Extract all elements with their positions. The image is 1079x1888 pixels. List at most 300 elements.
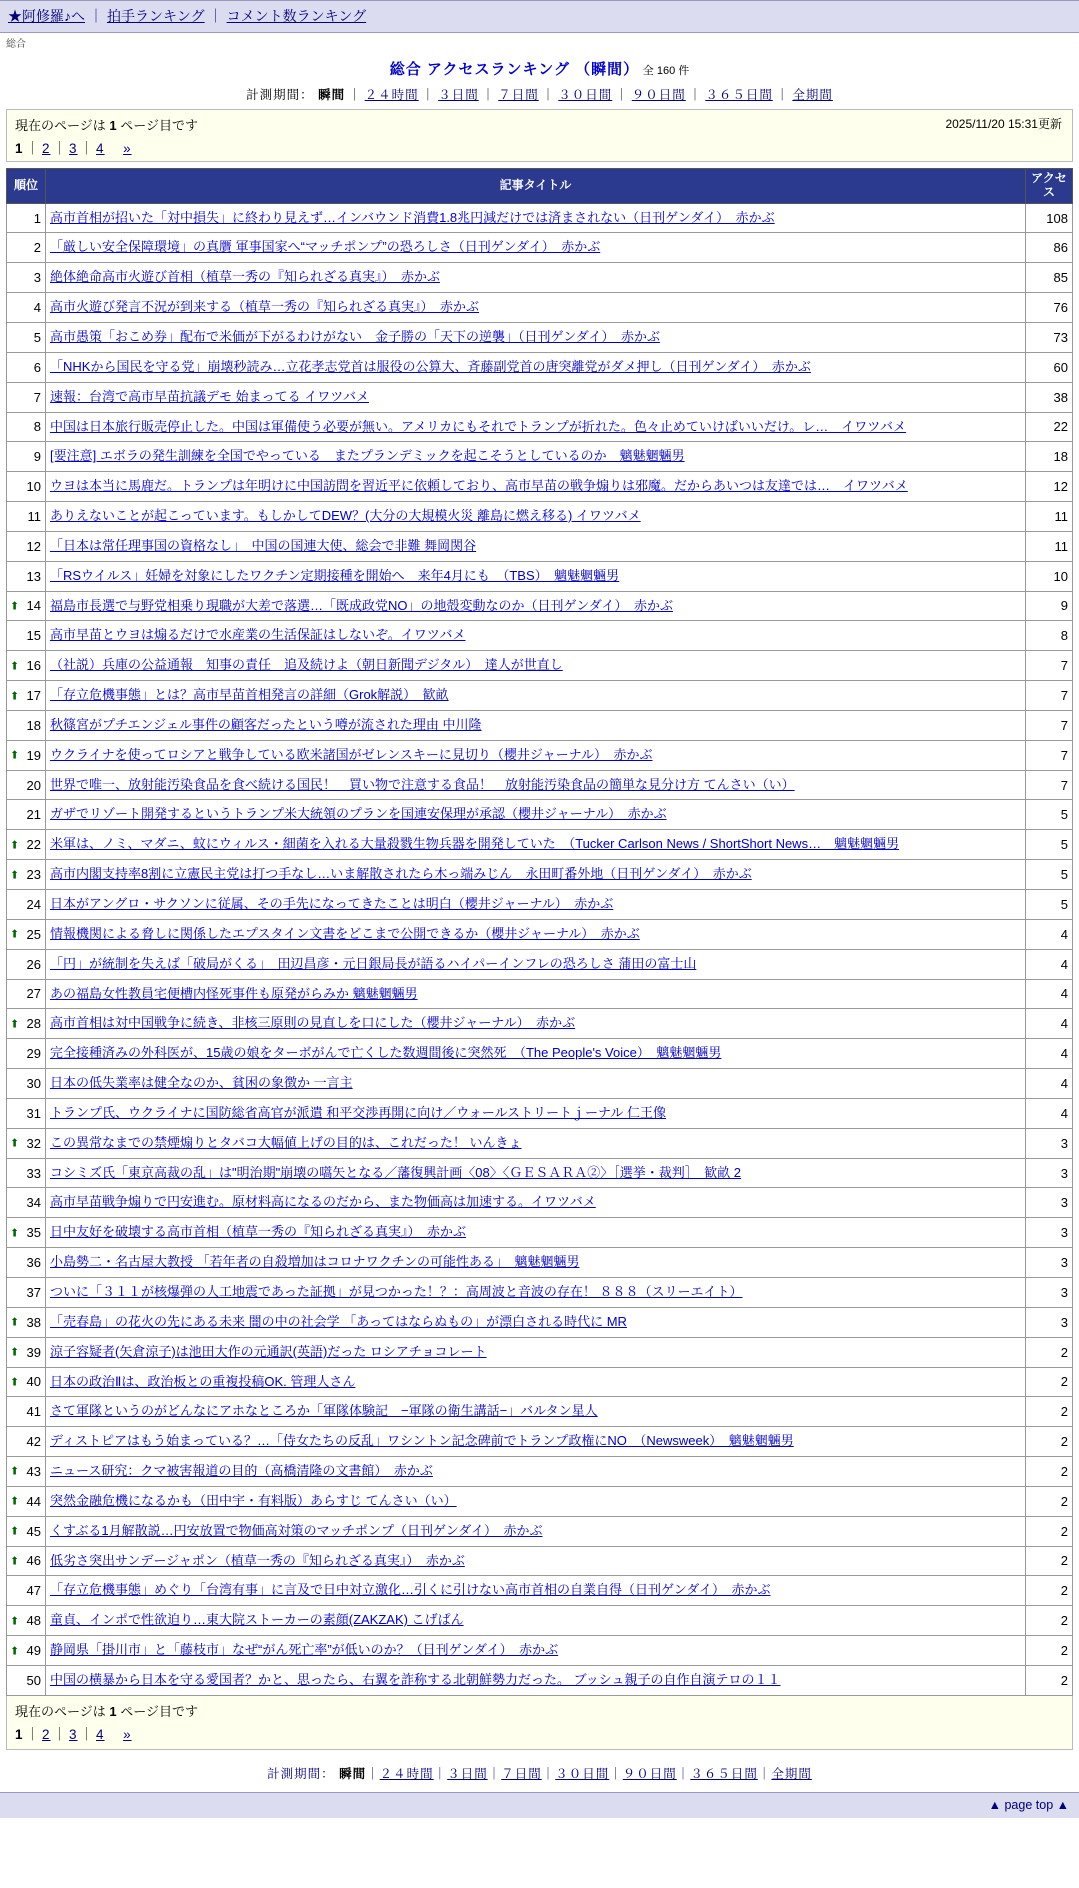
access-count-cell: 2 xyxy=(1026,1546,1073,1576)
page-info-suffix-top: ページ目です xyxy=(120,118,198,133)
article-title-link[interactable]: 突然金融危機になるかも（田中宇・有料版）あらすじ てんさい（い） xyxy=(50,1492,457,1508)
ranking-table xyxy=(6,168,1073,1696)
rank-number: 11 xyxy=(27,508,41,524)
article-title-cell xyxy=(46,919,1026,949)
access-count-cell: 2 xyxy=(1026,1367,1073,1397)
rank-up-arrow-icon: ⬆ xyxy=(10,1137,20,1150)
article-title-link[interactable]: （社説）兵庫の公益通報 知事の責任 追及続けよ（朝日新聞デジタル） 達人が世直し xyxy=(50,657,563,673)
rank-cell xyxy=(7,322,46,352)
period-label-bottom: 計測期間： xyxy=(267,1766,335,1781)
table-row xyxy=(7,1158,1073,1188)
article-title-link[interactable]: 「存立危機事態」とは？高市早苗首相発言の詳細（Grok解説） 歓畝 xyxy=(50,687,449,703)
article-title-cell xyxy=(46,1546,1026,1576)
rank-number: 18 xyxy=(26,717,41,733)
rank-cell xyxy=(7,352,46,382)
rank-cell xyxy=(7,233,46,263)
rank-cell xyxy=(7,770,46,800)
rank-cell xyxy=(7,263,46,293)
rank-cell xyxy=(7,1307,46,1337)
rank-number: 16 xyxy=(26,658,41,674)
page-title-wrap xyxy=(0,50,1079,81)
article-title-link[interactable]: 日中友好を破壊する高市首相（植草一秀の『知られざる真実』） 赤かぶ xyxy=(50,1224,467,1240)
rank-up-arrow-icon: ⬆ xyxy=(10,749,20,762)
article-title-link[interactable]: トランプ氏、ウクライナに国防総省高官が派遣 和平交渉再開に向け／ウォールストリートｊーナル 仁王像 xyxy=(50,1104,667,1120)
rank-cell xyxy=(7,1606,46,1636)
article-title-cell xyxy=(46,1576,1026,1606)
applause-ranking-link[interactable]: 拍手ランキング xyxy=(107,8,205,24)
rank-cell xyxy=(7,1337,46,1367)
article-title-link[interactable]: 絶体絶命高市火遊び首相（植草一秀の『知られざる真実』） 赤かぶ xyxy=(50,269,441,285)
table-row xyxy=(7,1427,1073,1457)
rank-cell xyxy=(7,1576,46,1606)
article-title-link[interactable]: 低劣さ突出サンデージャポン（植草一秀の『知られざる真実』） 赤かぶ xyxy=(50,1552,465,1568)
article-title-link[interactable]: 童貞、インポで性欲迫り…東大院ストーカーの素顔(ZAKZAK) こげぱん xyxy=(50,1612,464,1628)
rank-number: 28 xyxy=(26,1016,41,1032)
period-option-30d-top[interactable]: ３０日間 xyxy=(558,88,613,102)
rank-cell xyxy=(7,1665,46,1695)
period-option-365d-bottom[interactable]: ３６５日間 xyxy=(690,1766,758,1781)
article-title-cell xyxy=(46,412,1026,442)
article-title-cell xyxy=(46,472,1026,502)
access-count-cell: 18 xyxy=(1026,442,1073,472)
period-option-3d-bottom[interactable]: ３日間 xyxy=(447,1766,488,1781)
pager-page-2-top[interactable]: 2 xyxy=(42,141,51,156)
access-count-cell: 5 xyxy=(1026,860,1073,890)
rank-cell xyxy=(7,531,46,561)
pager-page-4-bottom[interactable]: 4 xyxy=(96,1726,105,1742)
article-title-link[interactable]: 涼子容疑者(矢倉涼子)は池田大作の元通訳(英語)だった ロシアチョコレート xyxy=(50,1343,487,1359)
article-title-cell xyxy=(46,1665,1026,1695)
access-count-cell: 4 xyxy=(1026,1098,1073,1128)
rank-up-arrow-icon: ⬆ xyxy=(10,1018,20,1031)
rank-cell xyxy=(7,591,46,621)
rank-number: 2 xyxy=(33,240,41,256)
table-row xyxy=(7,651,1073,681)
period-option-3d-top[interactable]: ３日間 xyxy=(438,88,479,102)
rank-cell xyxy=(7,1098,46,1128)
article-title-cell xyxy=(46,979,1026,1009)
table-row xyxy=(7,382,1073,412)
pager-page-1-top[interactable]: 1 xyxy=(15,141,24,156)
article-title-cell xyxy=(46,1457,1026,1487)
table-row xyxy=(7,1069,1073,1099)
ranking-table-body xyxy=(7,203,1073,1695)
article-title-cell xyxy=(46,263,1026,293)
rank-cell xyxy=(7,1188,46,1218)
article-title-cell xyxy=(46,800,1026,830)
article-title-link[interactable]: あの福島女性教員宅便槽内怪死事件も原発がらみか 魑魅魍魎男 xyxy=(50,985,418,1001)
rank-number: 30 xyxy=(26,1075,41,1091)
table-row xyxy=(7,1218,1073,1248)
rank-number: 22 xyxy=(26,837,41,853)
rank-number: 35 xyxy=(26,1225,41,1241)
rank-cell xyxy=(7,1636,46,1666)
rank-number: 46 xyxy=(26,1553,41,1569)
rank-cell xyxy=(7,412,46,442)
rank-cell xyxy=(7,681,46,711)
home-link[interactable]: ★阿修羅♪へ xyxy=(8,8,85,24)
rank-number: 24 xyxy=(26,896,41,912)
article-title-cell xyxy=(46,442,1026,472)
article-title-link[interactable]: 秋篠宮がプチエンジェル事件の顧客だったという噂が流された理由 中川隆 xyxy=(50,716,482,732)
period-option-all-bottom[interactable]: 全期間 xyxy=(771,1766,812,1781)
table-row xyxy=(7,710,1073,740)
table-row xyxy=(7,1128,1073,1158)
article-title-cell xyxy=(46,1337,1026,1367)
rank-number: 44 xyxy=(26,1493,41,1509)
access-count-cell: 2 xyxy=(1026,1636,1073,1666)
page-top-bar xyxy=(0,1792,1079,1818)
table-row xyxy=(7,322,1073,352)
rank-cell xyxy=(7,740,46,770)
article-title-cell xyxy=(46,1248,1026,1278)
table-row xyxy=(7,1367,1073,1397)
article-title-cell xyxy=(46,1098,1026,1128)
access-count-cell: 7 xyxy=(1026,770,1073,800)
rank-cell xyxy=(7,890,46,920)
access-count-cell: 4 xyxy=(1026,1009,1073,1039)
article-title-cell xyxy=(46,531,1026,561)
article-title-cell xyxy=(46,1009,1026,1039)
access-count-cell: 2 xyxy=(1026,1606,1073,1636)
article-title-link[interactable]: 「円」が統制を失えば「破局がくる」 田辺昌彦・元日銀局長が語るハイパーインフレの恐ろしさ 蒲田の富士山 xyxy=(50,955,697,971)
rank-number: 17 xyxy=(26,688,41,704)
access-count-cell: 10 xyxy=(1026,561,1073,591)
rank-number: 39 xyxy=(26,1344,41,1360)
access-count-cell: 4 xyxy=(1026,1069,1073,1099)
rank-number: 37 xyxy=(26,1284,41,1300)
period-option-7d-bottom[interactable]: ７日間 xyxy=(501,1766,542,1781)
article-title-cell xyxy=(46,1606,1026,1636)
rank-cell xyxy=(7,442,46,472)
access-count-cell: 2 xyxy=(1026,1665,1073,1695)
rank-number: 1 xyxy=(33,210,41,226)
table-row xyxy=(7,830,1073,860)
period-option-current-top[interactable]: 瞬間 xyxy=(318,88,346,102)
pager-page-1-bottom[interactable]: 1 xyxy=(15,1726,24,1742)
pager-next-bottom[interactable]: » xyxy=(123,1726,132,1742)
pager-bottom: 1 ｜ 2 ｜ 3 ｜ 4 » xyxy=(15,1726,132,1742)
period-selector-bottom: 計測期間： 瞬間｜２４時間｜３日間｜７日間｜３０日間｜９０日間｜３６５日間｜全期間 xyxy=(267,1766,812,1781)
access-count-cell: 22 xyxy=(1026,412,1073,442)
table-row xyxy=(7,1457,1073,1487)
access-count-cell: 3 xyxy=(1026,1218,1073,1248)
article-title-link[interactable]: 福島市長選で与野党相乗り現職が大差で落選…「既成政党NO」の地殻変動なのか（日刊ゲンダイ） 赤かぶ xyxy=(50,597,673,613)
access-count-cell: 8 xyxy=(1026,621,1073,651)
article-title-link[interactable]: 世界で唯一、放射能汚染食品を食べ続ける国民！ 買い物で注意する食品！ 放射能汚染食品の簡単な見分け方 てんさい（い） xyxy=(50,776,795,792)
rank-number: 40 xyxy=(26,1374,41,1390)
rank-up-arrow-icon: ⬆ xyxy=(10,928,20,941)
period-option-365d-top[interactable]: ３６５日間 xyxy=(705,88,773,102)
rank-number: 45 xyxy=(26,1523,41,1539)
page-info-number-top: 1 xyxy=(109,118,117,133)
article-title-link[interactable]: ついに「３１１が核爆弾の人工地震であった証拠」が見つかった！？：高周波と音波の存在！ ８８８（スリーエイト） xyxy=(50,1283,743,1299)
access-count-cell: 73 xyxy=(1026,322,1073,352)
article-title-link[interactable]: 小島勢二・名古屋大教授 「若年者の自殺増加はコロナワクチンの可能性ある」 魑魅魍魎男 xyxy=(50,1254,580,1270)
period-option-24h-bottom[interactable]: ２４時間 xyxy=(379,1766,434,1781)
rank-up-arrow-icon: ⬆ xyxy=(10,1645,20,1658)
pager-next-top[interactable]: » xyxy=(123,141,132,156)
rank-up-arrow-icon: ⬆ xyxy=(10,1525,20,1538)
article-title-link[interactable]: 中国は日本旅行販売停止した。中国は軍備使う必要が無い。アメリカにもそれでトランプが折れた。色々止めていけばいいだけ。レ… イワツバメ xyxy=(50,418,907,434)
table-row xyxy=(7,1277,1073,1307)
rank-number: 26 xyxy=(26,956,41,972)
access-count-cell: 11 xyxy=(1026,502,1073,532)
rank-cell xyxy=(7,1427,46,1457)
rank-up-arrow-icon: ⬆ xyxy=(10,600,20,613)
article-title-link[interactable]: ウクライナを使ってロシアと戦争している欧米諸国がゼレンスキーに見切り（櫻井ジャーナル） 赤かぶ xyxy=(50,746,653,762)
access-count-cell: 3 xyxy=(1026,1128,1073,1158)
comment-ranking-link[interactable]: コメント数ランキング xyxy=(226,8,367,24)
rank-cell xyxy=(7,1158,46,1188)
article-title-link[interactable]: この異常なまでの禁煙煽りとタバコ大幅値上げの目的は、これだった！ いんきょ xyxy=(50,1134,522,1150)
table-row xyxy=(7,1039,1073,1069)
article-title-link[interactable]: 日本の低失業率は健全なのか、貧困の象徴か 一言主 xyxy=(50,1075,353,1091)
access-count-cell: 12 xyxy=(1026,472,1073,502)
table-row xyxy=(7,1486,1073,1516)
table-row xyxy=(7,472,1073,502)
rank-number: 9 xyxy=(33,449,41,465)
table-row xyxy=(7,1546,1073,1576)
access-count-cell: 2 xyxy=(1026,1457,1073,1487)
article-title-cell xyxy=(46,621,1026,651)
table-row xyxy=(7,919,1073,949)
period-option-7d-top[interactable]: ７日間 xyxy=(498,88,539,102)
rank-number: 27 xyxy=(26,986,41,1002)
article-title-link[interactable]: さて軍隊というのがどんなにアホなところか「軍隊体験記 −軍隊の衛生講話−」バルタン星人 xyxy=(50,1403,598,1419)
table-row xyxy=(7,949,1073,979)
access-count-cell: 2 xyxy=(1026,1337,1073,1367)
access-count-cell: 5 xyxy=(1026,800,1073,830)
article-title-link[interactable]: 中国の横暴から日本を守る愛国者？かと、思ったら、右翼を詐称する北朝鮮勢力だった。 ブッシュ親子の自作自演テロの１１ xyxy=(50,1671,781,1687)
article-title-cell xyxy=(46,890,1026,920)
rank-cell xyxy=(7,203,46,233)
rank-number: 6 xyxy=(33,359,41,375)
article-title-cell xyxy=(46,293,1026,323)
article-title-link[interactable]: 高市首相は対中国戦争に続き、非核三原則の見直しを口にした（櫻井ジャーナル） 赤かぶ xyxy=(50,1015,576,1031)
nav-separator-2: ｜ xyxy=(208,8,223,24)
access-count-cell: 3 xyxy=(1026,1158,1073,1188)
rank-number: 47 xyxy=(26,1583,41,1599)
article-title-cell xyxy=(46,1188,1026,1218)
article-title-link[interactable]: 日本の政治Ⅱは、政治板との重複投稿OK. 管理人さん xyxy=(50,1373,356,1389)
rank-cell xyxy=(7,830,46,860)
access-count-cell: 60 xyxy=(1026,352,1073,382)
article-title-link[interactable]: 日本がアングロ・サクソンに従属、その手先になってきたことは明白（櫻井ジャーナル） 赤かぶ xyxy=(50,896,614,911)
article-title-link[interactable]: 高市火遊び発言不況が到来する（植草一秀の『知られざる真実』） 赤かぶ xyxy=(50,299,480,315)
access-count-cell: 2 xyxy=(1026,1486,1073,1516)
rank-up-arrow-icon: ⬆ xyxy=(10,869,20,882)
pager-page-3-top[interactable]: 3 xyxy=(69,141,78,156)
period-option-current-bottom[interactable]: 瞬間 xyxy=(339,1766,367,1781)
access-count-cell: 4 xyxy=(1026,949,1073,979)
pager-top: 1 ｜ 2 ｜ 3 ｜ 4 » xyxy=(15,141,132,156)
article-title-link[interactable]: ディストピアはもう始まっている？…「侍女たちの反乱」ワシントン記念碑前でトランプ政権にNO （Newsweek） 魑魅魍魎男 xyxy=(50,1433,794,1449)
table-row xyxy=(7,860,1073,890)
page-info-suffix-bottom: ページ目です xyxy=(120,1703,198,1719)
rank-cell xyxy=(7,561,46,591)
table-row xyxy=(7,233,1073,263)
column-header-title: 記事タイトル xyxy=(46,169,1026,204)
access-count-cell: 9 xyxy=(1026,591,1073,621)
rank-cell xyxy=(7,919,46,949)
table-row xyxy=(7,890,1073,920)
rank-up-arrow-icon: ⬆ xyxy=(10,1227,20,1240)
table-row xyxy=(7,1516,1073,1546)
article-title-cell xyxy=(46,1307,1026,1337)
rank-number: 32 xyxy=(26,1135,41,1151)
article-title-link[interactable]: くすぶる1月解散説…円安放置で物価高対策のマッチポンプ（日刊ゲンダイ） 赤かぶ xyxy=(50,1522,543,1538)
top-navigation-bar xyxy=(0,0,1079,33)
table-row xyxy=(7,1248,1073,1278)
table-row xyxy=(7,621,1073,651)
article-title-link[interactable]: ウヨは本当に馬鹿だ。トランプは年明けに中国訪問を習近平に依頼しており、高市早苗の戦争煽りは邪魔。だからあいつは友達では… イワツバメ xyxy=(50,478,908,494)
article-title-link[interactable]: 高市早苗とウヨは煽るだけで水産業の生活保証はしないぞ。イワツバメ xyxy=(50,627,466,643)
table-row xyxy=(7,1665,1073,1695)
article-title-link[interactable]: [要注意] エボラの発生訓練を全国でやっている またプランデミックを起こそうとしているのか 魑魅魍魎男 xyxy=(50,448,685,464)
rank-number: 29 xyxy=(26,1046,41,1062)
article-title-cell xyxy=(46,502,1026,532)
rank-number: 23 xyxy=(26,867,41,883)
rank-number: 36 xyxy=(26,1255,41,1271)
period-selector-top: 計測期間： 瞬間 ｜ ２４時間 ｜ ３日間 ｜ ７日間 ｜ ３０日間 ｜ ９０日間 ｜ ３６５日間 ｜ 全期間 xyxy=(246,88,833,102)
period-option-90d-top[interactable]: ９０日間 xyxy=(631,88,686,102)
article-title-link[interactable]: ガザでリゾート開発するというトランプ米大統領のプランを国連安保理が承認（櫻井ジャーナル） 赤かぶ xyxy=(50,806,667,822)
article-title-link[interactable]: 「日本は常任理事国の資格なし」 中国の国連大使、総会で非難 舞岡関谷 xyxy=(50,537,477,553)
article-title-cell xyxy=(46,1218,1026,1248)
article-title-link[interactable]: コシミズ氏「東京高裁の乱」は"明治期"崩壊の嚆矢となる／藩復興計画〈08〉〈ＧＥＳＡＲＡ②〉［選挙・裁判］ 歓畝 2 xyxy=(50,1164,742,1180)
table-row xyxy=(7,1337,1073,1367)
rank-up-arrow-icon: ⬆ xyxy=(10,1465,20,1478)
rank-number: 7 xyxy=(33,389,41,405)
access-count-cell: 2 xyxy=(1026,1576,1073,1606)
table-row xyxy=(7,263,1073,293)
article-title-link[interactable]: 「RSウイルス」妊婦を対象にしたワクチン定期接種を開始へ 来年4月にも （TBS） 魑魅魍魎男 xyxy=(50,567,620,583)
access-count-cell: 3 xyxy=(1026,1277,1073,1307)
rank-cell xyxy=(7,293,46,323)
access-count-cell: 4 xyxy=(1026,919,1073,949)
article-title-cell xyxy=(46,860,1026,890)
access-count-cell: 2 xyxy=(1026,1397,1073,1427)
rank-cell xyxy=(7,710,46,740)
rank-cell xyxy=(7,860,46,890)
article-title-link[interactable]: ありえないことが起こっています。もしかしてDEW？(大分の大規模火災 離島に燃え移る) イワツバメ xyxy=(50,508,641,524)
access-count-cell: 7 xyxy=(1026,710,1073,740)
total-count: 全 160 件 xyxy=(642,65,690,77)
period-option-90d-bottom[interactable]: ９０日間 xyxy=(622,1766,677,1781)
rank-cell xyxy=(7,1039,46,1069)
article-title-cell xyxy=(46,352,1026,382)
article-title-link[interactable]: 高市内閣支持率8割に立憲民主党は打つ手なし…いま解散されたら木っ端みじん 永田町番外地（日刊ゲンダイ） 赤かぶ xyxy=(50,866,752,882)
article-title-cell xyxy=(46,322,1026,352)
rank-cell xyxy=(7,621,46,651)
period-option-30d-bottom[interactable]: ３０日間 xyxy=(555,1766,610,1781)
rank-number: 3 xyxy=(33,270,41,286)
access-count-cell: 3 xyxy=(1026,1248,1073,1278)
rank-cell xyxy=(7,949,46,979)
article-title-cell xyxy=(46,203,1026,233)
rank-up-arrow-icon: ⬆ xyxy=(10,1346,20,1359)
article-title-link[interactable]: 高市首相が招いた「対中損失」に終わり見えず…インバウンド消費1.8兆円減だけでは済まされない（日刊ゲンダイ） 赤かぶ xyxy=(50,209,775,225)
rank-number: 25 xyxy=(26,926,41,942)
rank-cell xyxy=(7,979,46,1009)
rank-cell xyxy=(7,502,46,532)
period-option-24h-top[interactable]: ２４時間 xyxy=(364,88,419,102)
article-title-link[interactable]: 静岡県「掛川市」と「藤枝市」なぜ“がん死亡率”が低いのか？（日刊ゲンダイ） 赤かぶ xyxy=(50,1642,559,1658)
article-title-link[interactable]: 米軍は、ノミ、マダニ、蚊にウィルス・細菌を入れる大量殺戮生物兵器を開発していた （Tucker Carlson News / ShortShort News… 魑魅魍魎男 xyxy=(50,836,900,852)
article-title-cell xyxy=(46,1486,1026,1516)
access-count-cell: 38 xyxy=(1026,382,1073,412)
article-title-link[interactable]: 「NHKから国民を守る党」崩壊秒読み…立花孝志党首は服役の公算大、斉藤副党首の唐突離党がダメ押し（日刊ゲンダイ） 赤かぶ xyxy=(50,358,811,374)
table-row xyxy=(7,1188,1073,1218)
table-row xyxy=(7,770,1073,800)
rank-number: 50 xyxy=(26,1672,41,1688)
rank-cell xyxy=(7,800,46,830)
rank-number: 15 xyxy=(26,628,41,644)
article-title-cell xyxy=(46,710,1026,740)
pager-page-2-bottom[interactable]: 2 xyxy=(42,1726,51,1742)
rank-up-arrow-icon: ⬆ xyxy=(10,1495,20,1508)
article-title-link[interactable]: ニュース研究：クマ被害報道の目的（高橋清隆の文書館） 赤かぶ xyxy=(50,1463,433,1479)
rank-number: 5 xyxy=(33,329,41,345)
access-count-cell: 7 xyxy=(1026,651,1073,681)
access-count-cell: 3 xyxy=(1026,1188,1073,1218)
rank-number: 42 xyxy=(26,1434,41,1450)
period-option-all-top[interactable]: 全期間 xyxy=(792,88,833,102)
table-row xyxy=(7,1098,1073,1128)
rank-cell xyxy=(7,651,46,681)
pager-page-4-top[interactable]: 4 xyxy=(96,141,105,156)
article-title-link[interactable]: 情報機関による脅しに関係したエプスタイン文書をどこまで公開できるか（櫻井ジャーナル） 赤かぶ xyxy=(50,925,640,941)
rank-cell xyxy=(7,1218,46,1248)
access-count-cell: 7 xyxy=(1026,681,1073,711)
table-row xyxy=(7,502,1073,532)
table-row xyxy=(7,442,1073,472)
rank-number: 13 xyxy=(26,568,41,584)
article-title-link[interactable]: 「存立危機事態」めぐり「台湾有事」に言及で日中対立激化…引くに引けない高市首相の自業自得（日刊ゲンダイ） 赤かぶ xyxy=(50,1582,771,1598)
access-count-cell: 7 xyxy=(1026,740,1073,770)
article-title-cell xyxy=(46,770,1026,800)
table-row xyxy=(7,531,1073,561)
rank-up-arrow-icon: ⬆ xyxy=(10,660,20,673)
rank-number: 49 xyxy=(26,1643,41,1659)
table-row xyxy=(7,1636,1073,1666)
page-top-link[interactable]: ▲ page top ▲ xyxy=(988,1797,1069,1812)
pager-page-3-bottom[interactable]: 3 xyxy=(69,1726,78,1742)
rank-up-arrow-icon: ⬆ xyxy=(10,1615,20,1628)
column-header-rank: 順位 xyxy=(7,169,46,204)
access-count-cell: 86 xyxy=(1026,233,1073,263)
rank-up-arrow-icon: ⬆ xyxy=(10,1376,20,1389)
article-title-cell xyxy=(46,830,1026,860)
rank-cell xyxy=(7,1367,46,1397)
article-title-cell xyxy=(46,949,1026,979)
rank-cell xyxy=(7,1486,46,1516)
article-title-link[interactable]: 「厳しい安全保障環境」の真贋 軍事国家へ“マッチポンプ”の恐ろしさ（日刊ゲンダイ） 赤かぶ xyxy=(50,239,601,255)
article-title-link[interactable]: 速報：台湾で高市早苗抗議デモ 始まってる イワツバメ xyxy=(50,388,369,404)
page-info-top xyxy=(6,109,1073,162)
article-title-link[interactable]: 「売春島」の花火の先にある未来 闇の中の社会学 「あってはならぬもの」が漂白される時代に MR xyxy=(50,1313,627,1329)
table-row xyxy=(7,293,1073,323)
article-title-link[interactable]: 高市愚策「おこめ券」配布で米価が下がるわけがない 金子勝の「天下の逆襲」（日刊ゲンダイ） 赤かぶ xyxy=(50,328,660,344)
rank-cell xyxy=(7,1248,46,1278)
rank-number: 43 xyxy=(26,1463,41,1479)
article-title-cell xyxy=(46,1158,1026,1188)
article-title-cell xyxy=(46,740,1026,770)
access-count-cell: 108 xyxy=(1026,203,1073,233)
article-title-link[interactable]: 完全接種済みの外科医が、15歳の娘をターボがんで亡くした数週間後に突然死 （The People's Voice） 魑魅魍魎男 xyxy=(50,1045,722,1061)
article-title-link[interactable]: 高市早苗戦争煽りで円安進む。原材料高になるのだから、また物価高は加速する。イワツバメ xyxy=(50,1194,596,1210)
